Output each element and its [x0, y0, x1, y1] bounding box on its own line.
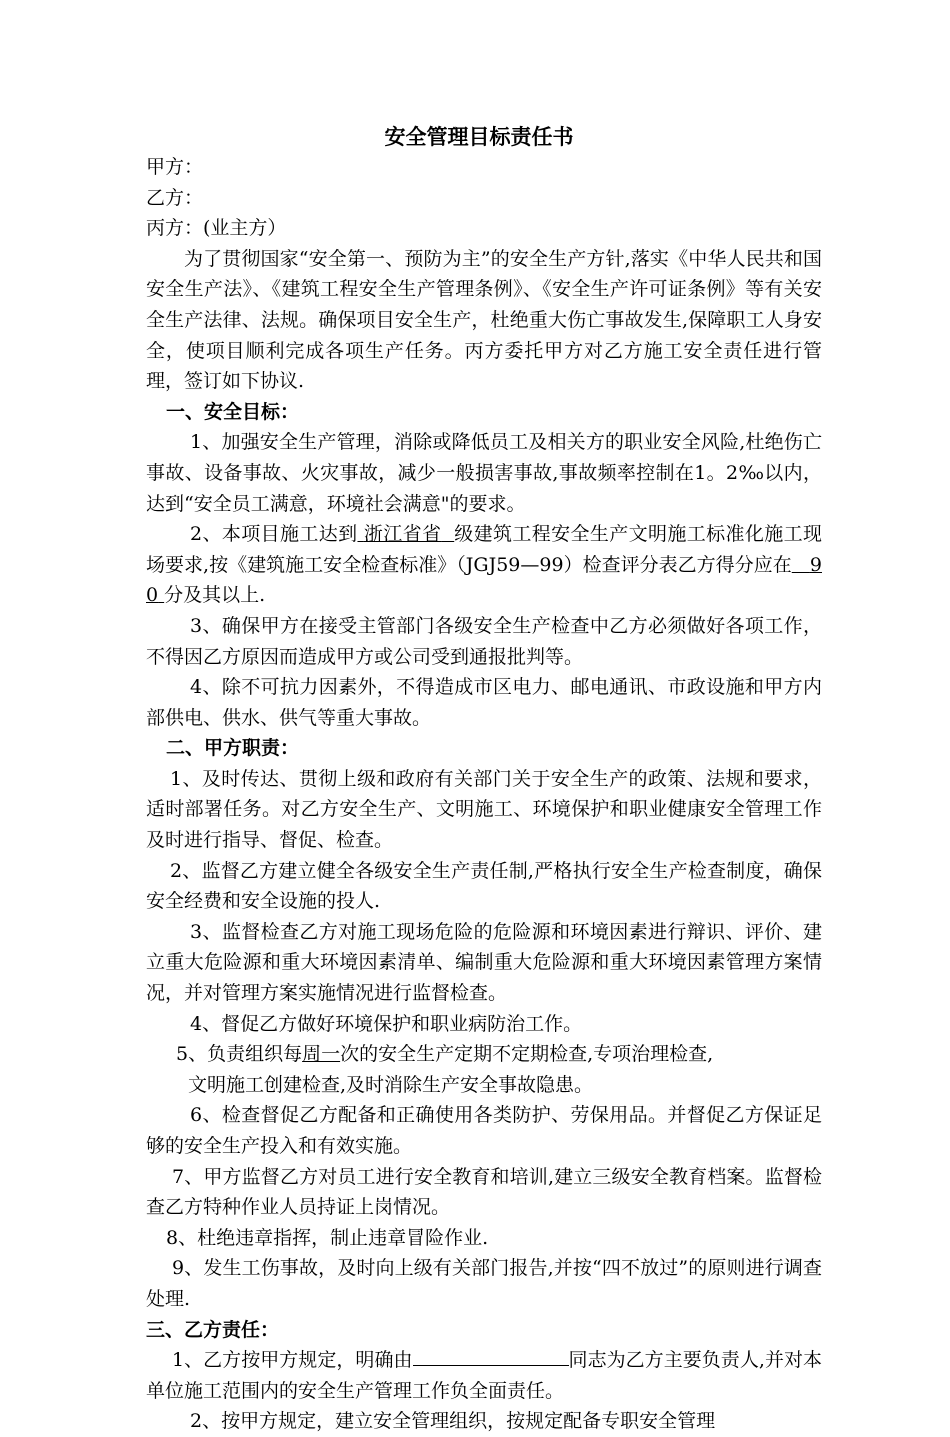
item-1-text-start: 1、乙方按甲方规定，明确由 [172, 1349, 413, 1372]
item-5-text-end: 次的安全生产定期不定期检查,专项治理检查, [340, 1043, 714, 1066]
document-title: 安全管理目标责任书 [384, 124, 574, 149]
item-5-text-start: 5、负责组织每 [176, 1043, 303, 1066]
intro-paragraph: 为了贯彻国家“安全第一、预防为主”的安全生产方针,落实《中华人民共和国安全生产法》、《建筑工程安全生产管理条例》、《安全生产许可证条例》等有关安全生产法律、法规。确保项目安全生产，杜绝重大伤亡事故发生,保障职工人身安全，使项目顺利完成各项生产任务。丙方委托甲方对乙方施工安全责任进行管理，签订如下协议. [146, 247, 822, 393]
section-3-item-1 [146, 1345, 822, 1406]
section-1-heading: 一、安全目标： [166, 400, 300, 423]
province-value: 浙江省省 [363, 523, 442, 546]
item-2-text-middle: 级建筑工程安全生产文明施工标准化施工现场要求,按《建筑施工安全检查标准》（JGJ59—99）检查评分表乙方得分应在 [146, 523, 822, 576]
item-5-second-line: 文明施工创建检查,及时消除生产安全事故隐患。 [188, 1073, 594, 1096]
section-2-heading: 二、甲方职责： [166, 737, 300, 760]
party-b-line: 乙方： [146, 186, 204, 209]
section-2-item-1: 1、及时传达、贯彻上级和政府有关部门关于安全生产的政策、法规和要求，适时部署任务。对乙方安全生产、文明施工、环境保护和职业健康安全管理工作及时进行指导、督促、检查。 [146, 767, 822, 852]
inspection-period-field: 周一 [302, 1043, 341, 1066]
section-1-item-3: 3、确保甲方在接受主管部门各级安全生产检查中乙方必须做好各项工作，不得因乙方原因而造成甲方或公司受到通报批判等。 [146, 614, 822, 668]
document-body [146, 118, 822, 1437]
item-2-text-start: 2、本项目施工达到 [190, 523, 358, 546]
province-field [357, 523, 454, 545]
party-c-line: 丙方：(业主方） [146, 217, 287, 240]
item-1-text-end: 同志为乙方主要负责人,并对本单位施工范围内的安全生产管理工作负全面责任。 [146, 1349, 823, 1402]
section-1-item-1: 1、加强安全生产管理，消除或降低员工及相关方的职业安全风险,杜绝伤亡事故、设备事故、火灾事故，减少一般损害事故,事故频率控制在1。2‰以内，达到“安全员工满意，环境社会满意"的要求。 [146, 431, 822, 515]
section-2-item-8: 8、杜绝违章指挥，制止违章冒险作业. [166, 1226, 489, 1249]
responsible-person-blank[interactable] [413, 1345, 569, 1366]
section-1-item-2 [146, 519, 822, 611]
score-value: 90 [146, 553, 822, 607]
section-2-item-2: 2、监督乙方建立健全各级安全生产责任制,严格执行安全生产检查制度，确保安全经费和安全设施的投人. [146, 859, 822, 913]
section-3-item-2: 2、按甲方规定，建立安全管理组织，按规定配备专职安全管理 [190, 1410, 716, 1433]
section-2-item-6: 6、检查督促乙方配备和正确使用各类防护、劳保用品。并督促乙方保证足够的安全生产投入和有效实施。 [146, 1104, 822, 1157]
party-a-line: 甲方： [146, 156, 204, 178]
section-2-item-5 [146, 1039, 822, 1100]
section-2-item-7: 7、甲方监督乙方对员工进行安全教育和培训,建立三级安全教育档案。监督检查乙方特种作业人员持证上岗情况。 [146, 1165, 822, 1219]
section-3-heading: 三、乙方责任： [146, 1318, 280, 1341]
section-2-item-9: 9、发生工伤事故，及时向上级有关部门报告,并按“四不放过”的原则进行调查处理. [146, 1257, 822, 1310]
item-2-text-end: 分及其以上. [164, 584, 266, 607]
section-2-item-4: 4、督促乙方做好环境保护和职业病防治工作。 [190, 1012, 583, 1035]
section-1-item-4: 4、除不可抗力因素外，不得造成市区电力、邮电通讯、市政设施和甲方内部供电、供水、供气等重大事故。 [146, 676, 822, 729]
section-2-item-3: 3、监督检查乙方对施工现场危险的危险源和环境因素进行辩识、评价、建立重大危险源和重大环境因素清单、编制重大危险源和重大环境因素管理方案情况，并对管理方案实施情况进行监督检查。 [146, 920, 822, 1005]
